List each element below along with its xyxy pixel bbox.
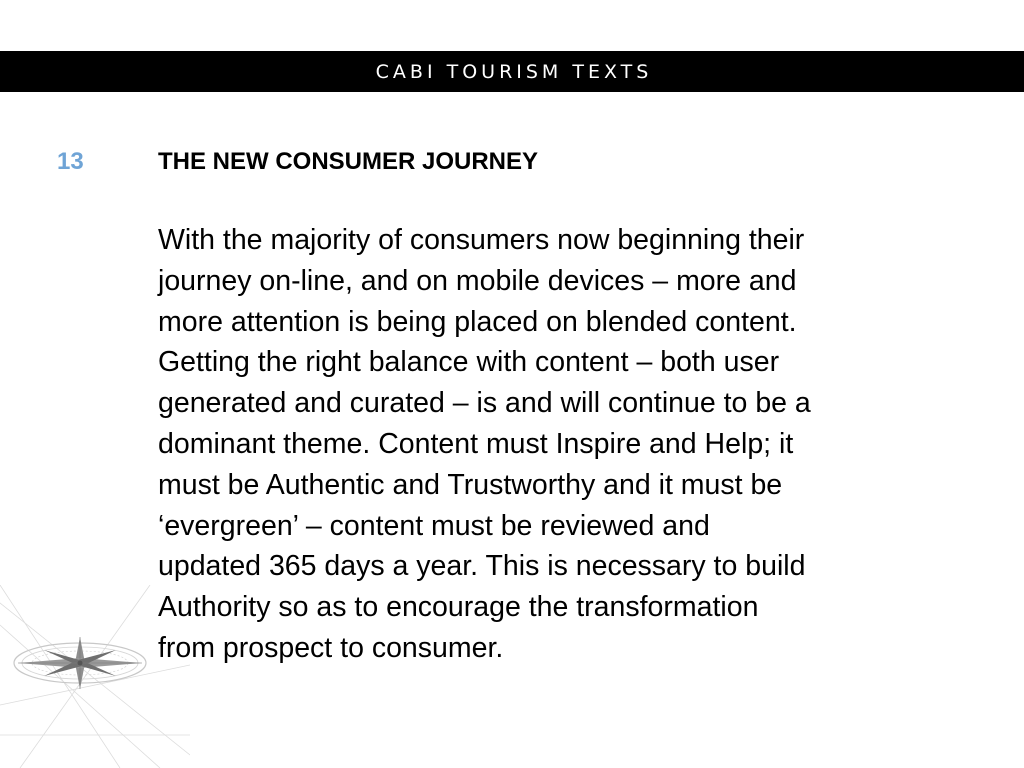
body-line: more attention is being placed on blended content. (158, 305, 797, 338)
body-line: journey on-line, and on mobile devices – more and (158, 264, 797, 297)
slide-body (158, 220, 958, 669)
header-banner (0, 51, 1024, 92)
body-line: generated and curated – is and will continue to be a (158, 387, 811, 420)
body-line: Authority so as to encourage the transformation (158, 591, 759, 624)
body-line: Getting the right balance with content – both user (158, 346, 780, 379)
slide-number: 13 (57, 148, 84, 175)
slide-title: THE NEW CONSUMER JOURNEY (158, 148, 539, 175)
banner-title: CABI TOURISM TEXTS (375, 60, 653, 83)
body-line: With the majority of consumers now beginning their (158, 224, 805, 256)
body-line: ‘evergreen’ – content must be reviewed and (158, 509, 710, 542)
body-line: from prospect to consumer. (158, 631, 504, 664)
body-line: dominant theme. Content must Inspire and Help; it (158, 427, 794, 460)
body-line: updated 365 days a year. This is necessary to build (158, 550, 806, 583)
compass-rose-icon (0, 585, 190, 768)
body-line: must be Authentic and Trustworthy and it must be (158, 468, 783, 501)
